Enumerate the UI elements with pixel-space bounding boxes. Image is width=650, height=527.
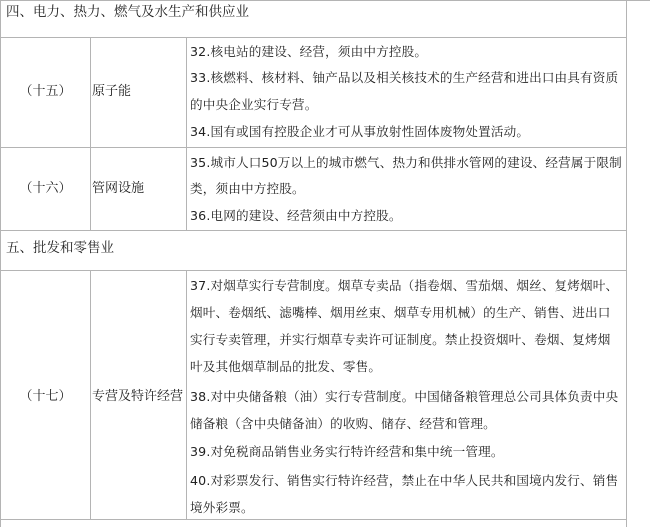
- group-name: 专营及特许经营: [92, 389, 184, 404]
- section-title: 五、批发和零售业: [6, 240, 114, 256]
- item-line: 39.对免税商品销售业务实行特许经营和集中统一管理。: [190, 444, 504, 459]
- group-name: 原子能: [92, 84, 132, 99]
- group-number: （十五）: [19, 84, 72, 99]
- item-line: 35.城市人口50万以上的城市燃气、热力和供排水管网的建设、经营属于限制: [190, 155, 622, 170]
- rule-g15-bottom: [0, 147, 627, 148]
- rule-sec5-bottom: [0, 270, 627, 271]
- item-line: 类，须由中方控股。: [190, 181, 305, 196]
- item-line: 的中央企业实行专营。: [190, 97, 318, 112]
- group-name: 管网设施: [92, 181, 145, 196]
- section-title: 四、电力、热力、燃气及水生产和供应业: [6, 4, 249, 20]
- rule-sec4-bottom: [0, 37, 627, 38]
- item-line: 烟叶、卷烟纸、滤嘴棒、烟用丝束、烟草专用机械）的生产、销售、进出口: [190, 305, 611, 320]
- item-line: 境外彩票。: [190, 500, 254, 515]
- item-line: 40.对彩票发行、销售实行特许经营，禁止在中华人民共和国境内发行、销售: [190, 473, 619, 488]
- rule-g16-bottom: [0, 230, 627, 231]
- item-line: 34.国有或国有控股企业才可从事放射性固体废物处置活动。: [190, 124, 530, 139]
- item-line: 37.对烟草实行专营制度。烟草专卖品（指卷烟、雪茄烟、烟丝、复烤烟叶、: [190, 278, 619, 293]
- item-line: 实行专卖管理，并实行烟草专卖许可证制度。禁止投资烟叶、卷烟、复烤烟: [190, 332, 611, 347]
- rule-col2-b: [186, 270, 187, 520]
- rule-col2-a: [186, 37, 187, 231]
- item-line: 38.对中央储备粮（油）实行专营制度。中国储备粮管理总公司具体负责中央: [190, 389, 619, 404]
- item-line: 36.电网的建设、经营须由中方控股。: [190, 208, 402, 223]
- group-number: （十六）: [19, 181, 72, 196]
- item-line: 储备粮（含中央储备油）的收购、储存、经营和管理。: [190, 416, 496, 431]
- rule-g17-bottom: [0, 519, 627, 520]
- rule-left: [0, 0, 1, 527]
- group-number: （十七）: [19, 389, 72, 404]
- item-line: 叶及其他烟草制品的批发、零售。: [190, 359, 382, 374]
- item-line: 33.核燃料、核材料、铀产品以及相关核技术的生产经营和进出口由具有资质: [190, 70, 619, 85]
- item-line: 32.核电站的建设、经营，须由中方控股。: [190, 44, 428, 59]
- rule-top: [0, 0, 650, 1]
- rule-right: [626, 0, 627, 527]
- rule-col1-b: [90, 270, 91, 520]
- rule-col1-a: [90, 37, 91, 231]
